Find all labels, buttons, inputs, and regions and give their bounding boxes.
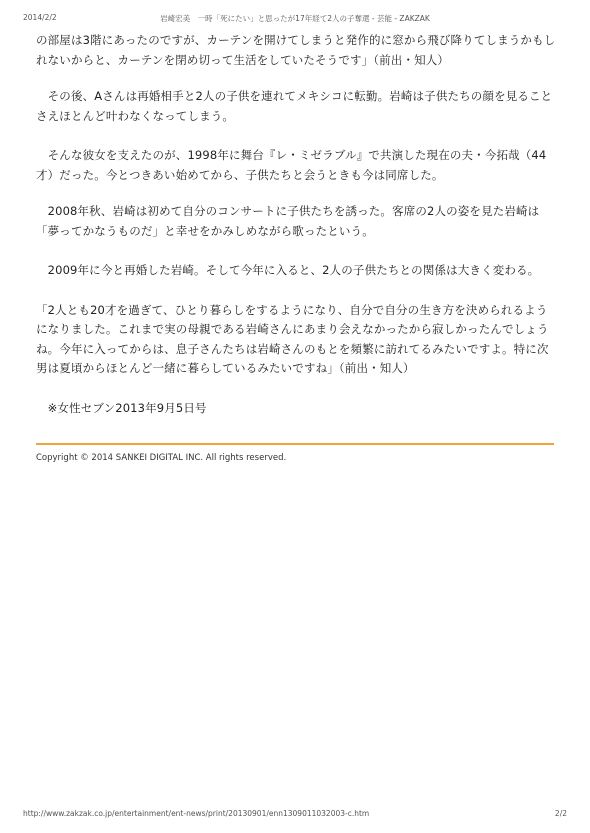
article-paragraph: その後、Aさんは再婚相手と2人の子供を連れてメキシコに転勤。岩崎は子供たちの顔を見ることさえほとんど叶わなくなってしまう。 (36, 89, 553, 123)
article-paragraph: 「2人とも20才を過ぎて、ひとり暮らしをするようになり、自分で自分の生き方を決められるようになりました。これまで実の母親である岩崎さんにあまり会えなかったから寂しかったんでしょうね。今年に入ってからは、息子さんたちは岩崎さんのもとを頻繁に訪れてるみたいですよ。特に次男は夏頃からほとんど一緒に暮らしているみたいですね」（前出・知人） (36, 302, 549, 375)
print-date: 2014/2/2 (23, 13, 57, 22)
print-url: http://www.zakzak.co.jp/entertainment/ent-news/print/20130901/enn1309011032003-c.htm (23, 809, 370, 818)
print-page-title: 岩崎宏美 一時「死にたい」と思ったが17年経て2人の子奪還 - 芸能 - ZAKZAK (160, 14, 430, 23)
copyright-notice: Copyright © 2014 SANKEI DIGITAL INC. All rights reserved. (36, 453, 287, 463)
article-paragraph: 2008年秋、岩崎は初めて自分のコンサートに子供たちを誘った。客席の2人の姿を見た岩崎は「夢ってかなうものだ」と幸せをかみしめながら歌ったという。 (36, 204, 540, 238)
article-source-note: ※女性セブン2013年9月5日号 (36, 400, 207, 415)
article-paragraph: そんな彼女を支えたのが、1998年に舞台『レ・ミゼラブル』で共演した現在の夫・今拓哉（44才）だった。今とつきあい始めてから、子供たちと会うときも今は同席した。 (36, 148, 547, 182)
print-footer (23, 809, 567, 821)
footer-divider (36, 443, 554, 445)
article-paragraph: の部屋は3階にあったのですが、カーテンを開けてしまうと発作的に窓から飛び降りてしまうかもしれないからと、カーテンを閉め切って生活をしていたそうです」（前出・知人） (36, 33, 556, 67)
print-header (23, 13, 567, 25)
article-body (36, 31, 558, 418)
article-paragraph: 2009年に今と再婚した岩崎。そして今年に入ると、2人の子供たちとの関係は大きく変わる。 (36, 263, 540, 277)
page-number: 2/2 (554, 809, 567, 818)
